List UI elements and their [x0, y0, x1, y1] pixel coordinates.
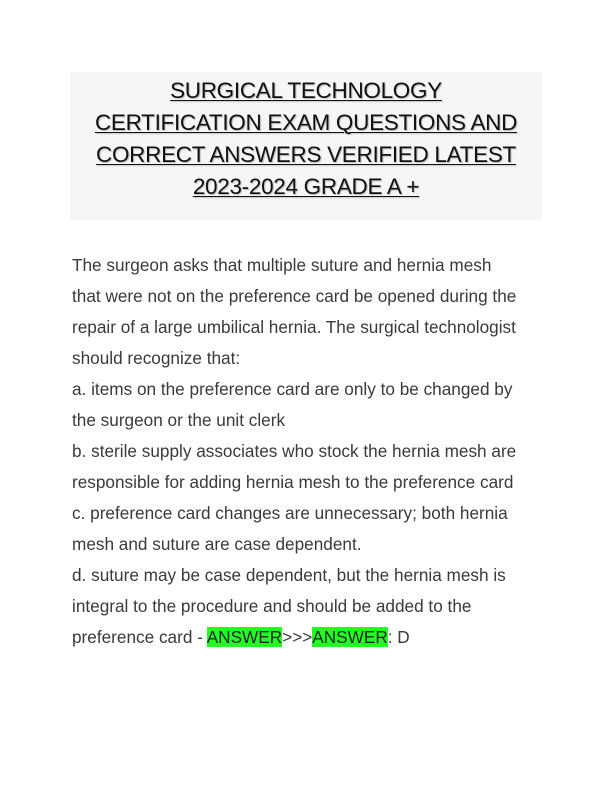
answer-prefix: preference card - — [72, 627, 207, 647]
option-b-line: b. sterile supply associates who stock the hernia mesh are — [72, 441, 517, 461]
answer-line — [72, 622, 552, 653]
question-line: repair of a large umbilical hernia. The surgical technologist — [72, 317, 516, 337]
title-line: 2023-2024 GRADE A + — [192, 174, 420, 199]
document-title — [70, 75, 542, 203]
option-a-line: the surgeon or the unit clerk — [72, 410, 286, 430]
option-c-line: c. preference card changes are unnecessary; both hernia — [72, 503, 508, 523]
answer-value: : D — [387, 627, 410, 647]
answer-highlight: ANSWER — [206, 627, 283, 647]
option-d-line: integral to the procedure and should be added to the — [72, 596, 472, 616]
option-d-line: d. suture may be case dependent, but the hernia mesh is — [72, 565, 506, 585]
answer-separator: >>> — [282, 627, 313, 647]
title-box — [70, 72, 542, 220]
option-c-line: mesh and suture are case dependent. — [72, 534, 362, 554]
question-line: The surgeon asks that multiple suture and hernia mesh — [72, 255, 492, 275]
title-line: CORRECT ANSWERS VERIFIED LATEST — [96, 142, 516, 167]
option-a-line: a. items on the preference card are only to be changed by — [72, 379, 513, 399]
title-line: CERTIFICATION EXAM QUESTIONS AND — [94, 110, 518, 135]
question-line: that were not on the preference card be opened during the — [72, 286, 517, 306]
answer-highlight: ANSWER — [312, 627, 388, 647]
option-b-line: responsible for adding hernia mesh to the preference card — [72, 472, 514, 492]
question-block — [72, 250, 552, 653]
question-line: should recognize that: — [72, 348, 241, 368]
title-line: SURGICAL TECHNOLOGY — [170, 78, 442, 103]
